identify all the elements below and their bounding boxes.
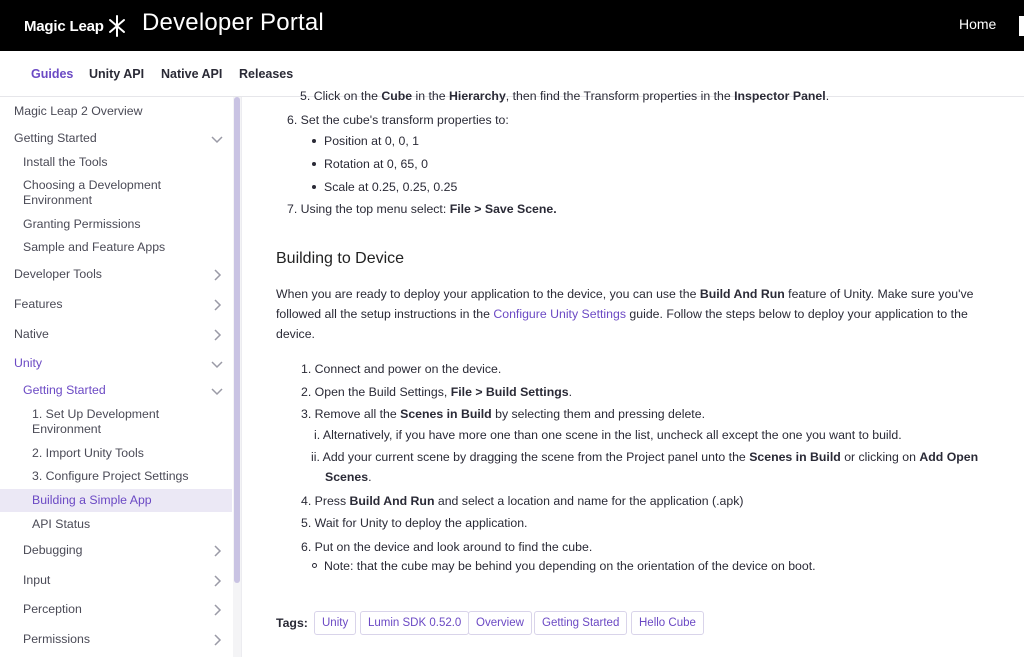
chevron-right-icon[interactable] (210, 544, 224, 558)
sidebar-item-label: Granting Permissions (23, 217, 141, 231)
step-text: . (368, 470, 372, 484)
sidebar-item-perception[interactable] (0, 602, 234, 617)
sidebar-item-building-simple-app[interactable] (0, 489, 232, 512)
bullet-text: Position at 0, 0, 1 (324, 134, 420, 148)
tab-guides[interactable]: Guides (31, 67, 74, 81)
step-text: by selecting them and pressing delete. (495, 407, 705, 421)
step-bold: Scenes in Build (400, 407, 492, 421)
step-text: , then find the Transform properties in the (505, 89, 731, 103)
step-text: 3. Remove all the (301, 407, 397, 421)
chevron-down-icon[interactable] (210, 357, 224, 371)
step-text: and select a location and name for the application (.apk) (437, 494, 744, 508)
paragraph-text: When you are ready to deploy your application to the device, you can use the (276, 287, 697, 301)
build-step-3-i: i. Alternatively, if you have more one than one scene in the list, uncheck all except the one you want to build. (314, 428, 902, 442)
chevron-right-icon[interactable] (210, 603, 224, 617)
sidebar-item-label: Getting Started (23, 383, 106, 397)
step-bold: Build And Run (349, 494, 435, 508)
sidebar-item-label: 1. Set Up Development Environment (32, 407, 160, 436)
sidebar (0, 97, 242, 657)
step-text: in the (415, 89, 446, 103)
build-step-1: 1. Connect and power on the device. (301, 362, 502, 376)
logo-star-icon (108, 15, 126, 37)
tag-unity[interactable]: Unity (314, 611, 356, 635)
chevron-down-icon[interactable] (210, 384, 224, 398)
paragraph-text: followed all the setup instructions in the (276, 307, 490, 321)
sidebar-item-label: Perception (23, 602, 82, 616)
portal-title[interactable]: Developer Portal (142, 9, 324, 36)
step-bold: Scenes in Build (749, 450, 841, 464)
sidebar-item-label: Unity (14, 356, 43, 370)
build-step-3 (301, 406, 705, 422)
step-bold: File > Build Settings (450, 385, 569, 399)
step-bold: Hierarchy (449, 89, 506, 103)
step-5 (300, 88, 829, 104)
sidebar-item-permissions[interactable] (0, 632, 234, 647)
step-bold: Add Open (919, 450, 979, 464)
tag-lumin-sdk[interactable]: Lumin SDK 0.52.0 (360, 611, 469, 635)
sidebar-item-label: Getting Started (14, 131, 97, 145)
sidebar-item-label: Developer Tools (14, 267, 102, 281)
chevron-right-icon[interactable] (210, 268, 224, 282)
build-step-2 (301, 384, 572, 400)
step-bold: Inspector Panel (734, 89, 826, 103)
bullet-dot-icon (312, 185, 316, 189)
build-step-4 (301, 493, 743, 509)
tab-releases[interactable]: Releases (239, 67, 294, 81)
sidebar-item-label: Debugging (23, 543, 83, 557)
step-text: . (825, 89, 830, 103)
sidebar-scrollbar-thumb[interactable] (234, 97, 240, 583)
sidebar-item-label: API Status (32, 517, 91, 531)
build-step-5: 5. Wait for Unity to deploy the application. (301, 516, 528, 530)
step-text: ii. Add your current scene by dragging the scene from the Project panel unto the (311, 450, 746, 464)
tag-overview[interactable]: Overview (468, 611, 532, 635)
sidebar-item-sample-feature-apps[interactable] (0, 240, 234, 255)
sidebar-item-getting-started[interactable] (0, 131, 234, 146)
sidebar-item-install-the-tools[interactable] (0, 155, 234, 170)
sidebar-item-api-status[interactable] (0, 517, 234, 532)
sidebar-item-import-unity-tools[interactable] (0, 446, 234, 461)
sidebar-item-label: Magic Leap 2 Overview (14, 104, 143, 118)
step-text: 2. Open the Build Settings, (301, 385, 448, 399)
home-link[interactable]: Home (959, 16, 997, 32)
bullet-text: Rotation at 0, 65, 0 (324, 157, 428, 171)
sidebar-item-label: Building a Simple App (32, 493, 152, 507)
sidebar-item-debugging[interactable] (0, 543, 234, 558)
step-bold: File > Save Scene. (449, 202, 557, 216)
tab-native-api[interactable]: Native API (161, 67, 223, 81)
step-6: 6. Set the cube's transform properties to: (287, 113, 509, 127)
paragraph-line-3: device. (276, 327, 315, 341)
step-text: Click on the (313, 89, 378, 103)
sidebar-item-unity[interactable] (0, 356, 234, 371)
note-bullet (312, 558, 816, 574)
sidebar-item-choosing-environment[interactable] (0, 178, 190, 208)
chevron-right-icon[interactable] (210, 328, 224, 342)
bullet-dot-icon (312, 139, 316, 143)
topbar-edge-element (1019, 16, 1024, 36)
step-bold: Scenes (325, 470, 369, 484)
sidebar-item-label: Input (23, 573, 51, 587)
sidebar-item-unity-getting-started[interactable] (0, 383, 234, 398)
main-content (252, 89, 1024, 657)
paragraph-text: feature of Unity. Make sure you've (788, 287, 974, 301)
sidebar-item-features[interactable] (0, 297, 234, 312)
sidebar-item-magic-leap-2-overview[interactable] (0, 104, 234, 119)
chevron-down-icon[interactable] (210, 132, 224, 146)
sidebar-item-label: Features (14, 297, 63, 311)
step-bold: Cube (381, 89, 413, 103)
configure-unity-settings-link[interactable]: Configure Unity Settings (493, 307, 626, 321)
sidebar-item-configure-project[interactable] (0, 469, 234, 484)
sidebar-item-developer-tools[interactable] (0, 267, 234, 282)
step-text: or clicking on (844, 450, 916, 464)
step-number: 5. (300, 89, 311, 103)
sidebar-item-label: 3. Configure Project Settings (32, 469, 189, 483)
sidebar-item-granting-permissions[interactable] (0, 217, 234, 232)
sidebar-item-setup-dev-env[interactable] (0, 407, 180, 437)
bullet-text: Note: that the cube may be behind you depending on the orientation of the device on boot. (324, 559, 816, 573)
bullet-circle-icon (312, 563, 317, 568)
bullet-dot-icon (312, 162, 316, 166)
build-step-3-ii (311, 449, 978, 465)
paragraph-line-1 (276, 286, 973, 302)
sidebar-item-label: Choosing a Development Environment (23, 178, 162, 207)
step-text: 7. Using the top menu select: (287, 202, 447, 216)
chevron-right-icon[interactable] (210, 574, 224, 588)
build-step-6: 6. Put on the device and look around to find the cube. (301, 540, 593, 554)
sidebar-item-label: 2. Import Unity Tools (32, 446, 144, 460)
tag-hello-cube[interactable]: Hello Cube (631, 611, 704, 635)
logo-text: Magic Leap (24, 17, 104, 35)
tab-unity-api[interactable]: Unity API (89, 67, 145, 81)
chevron-right-icon[interactable] (210, 633, 224, 647)
step-7 (287, 201, 557, 217)
tags-label: Tags: (276, 616, 308, 630)
chevron-right-icon[interactable] (210, 298, 224, 312)
bullet-text: Scale at 0.25, 0.25, 0.25 (324, 180, 458, 194)
magic-leap-logo[interactable] (24, 11, 126, 41)
sidebar-item-label: Permissions (23, 632, 90, 646)
section-heading: Building to Device (276, 250, 405, 267)
sidebar-item-label: Sample and Feature Apps (23, 240, 166, 254)
bullet-scale (312, 179, 457, 195)
paragraph-line-2 (276, 306, 968, 322)
bullet-position (312, 133, 419, 149)
bullet-rotation (312, 156, 428, 172)
step-text: 4. Press (301, 494, 347, 508)
build-step-3-ii-cont (325, 469, 372, 485)
paragraph-text: guide. Follow the steps below to deploy your application to the (629, 307, 968, 321)
sidebar-item-label: Install the Tools (23, 155, 108, 169)
sidebar-item-input[interactable] (0, 573, 234, 588)
sidebar-item-label: Native (14, 327, 49, 341)
step-text: . (568, 385, 572, 399)
sidebar-item-native[interactable] (0, 327, 234, 342)
top-bar (0, 0, 1024, 51)
paragraph-bold: Build And Run (699, 287, 785, 301)
tag-getting-started[interactable]: Getting Started (534, 611, 627, 635)
